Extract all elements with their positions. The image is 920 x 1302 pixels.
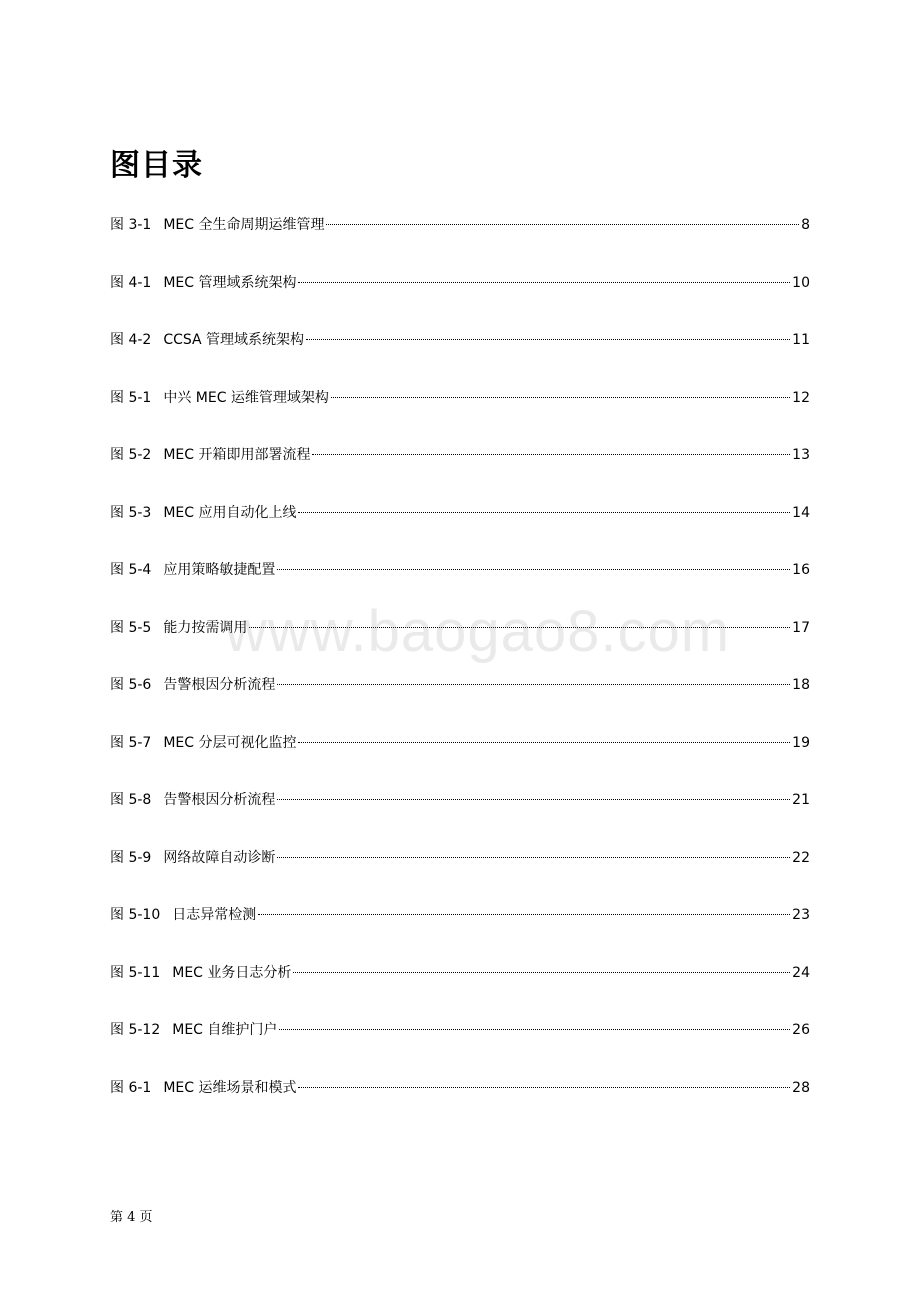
toc-entry[interactable]: [110, 961, 810, 1019]
toc-page-number: 13: [792, 447, 810, 463]
toc-dot-leader: [279, 1029, 790, 1030]
toc-page-number: 12: [792, 389, 810, 406]
toc-entry[interactable]: [110, 443, 810, 501]
toc-figure-title: 能力按需调用: [163, 619, 248, 636]
toc-entry[interactable]: [110, 386, 810, 444]
toc-figure-title: 告警根因分析流程: [163, 677, 276, 693]
toc-figure-title: MEC 全生命周期运维管理: [163, 217, 325, 233]
toc-figure-number: 图 5-1: [110, 389, 152, 406]
toc-figure-title: MEC 自维护门户: [172, 1022, 278, 1038]
toc-figure-number: 图 5-8: [110, 792, 152, 808]
toc-figure-number: 图 6-1: [110, 1079, 152, 1096]
toc-entry[interactable]: [110, 846, 810, 904]
toc-dot-leader: [298, 1087, 790, 1088]
toc-figure-title: MEC 分层可视化监控: [163, 734, 297, 751]
toc-figure-number: 图 5-4: [110, 562, 152, 578]
toc-dot-leader: [298, 282, 790, 283]
toc-page-number: 24: [792, 964, 810, 981]
toc-figure-title: MEC 开箱即用部署流程: [163, 447, 311, 463]
toc-entry[interactable]: [110, 213, 810, 271]
page-title: 图目录: [110, 148, 203, 183]
toc-figure-number: 图 5-9: [110, 849, 152, 866]
toc-figure-title: 中兴 MEC 运维管理域架构: [163, 389, 329, 406]
toc-dot-leader: [258, 914, 790, 915]
toc-page-number: 8: [801, 217, 810, 233]
toc-dot-leader: [277, 799, 790, 800]
toc-dot-leader: [326, 224, 799, 225]
toc-dot-leader: [277, 569, 790, 570]
toc-entry[interactable]: [110, 271, 810, 329]
toc-dot-leader: [277, 684, 790, 685]
toc-entry[interactable]: [110, 558, 810, 616]
toc-page-number: 11: [792, 332, 810, 348]
toc-page-number: 28: [792, 1079, 810, 1096]
toc-dot-leader: [249, 627, 790, 628]
toc-figure-number: 图 4-1: [110, 274, 152, 291]
toc-figure-title: 网络故障自动诊断: [163, 849, 276, 866]
toc-entry[interactable]: [110, 731, 810, 789]
toc-page-number: 19: [792, 734, 810, 751]
toc-figure-number: 图 5-11: [110, 964, 161, 981]
toc-dot-leader: [277, 857, 790, 858]
toc-figure-title: 告警根因分析流程: [163, 792, 276, 808]
toc-page-number: 17: [792, 619, 810, 636]
toc-dot-leader: [298, 742, 790, 743]
toc-dot-leader: [293, 972, 790, 973]
toc-figure-number: 图 5-7: [110, 734, 152, 751]
toc-figure-title: MEC 业务日志分析: [172, 964, 292, 981]
toc-figure-title: CCSA 管理域系统架构: [163, 332, 305, 348]
toc-figure-number: 图 5-5: [110, 619, 152, 636]
toc-figure-title: MEC 应用自动化上线: [163, 504, 297, 521]
toc-page-number: 22: [792, 849, 810, 866]
figure-toc-list: [110, 213, 810, 1133]
watermark-text: www.baogao8.com: [225, 599, 731, 664]
toc-page-number: 21: [792, 792, 810, 808]
toc-page-number: 10: [792, 274, 810, 291]
toc-entry[interactable]: [110, 501, 810, 559]
toc-dot-leader: [312, 454, 790, 455]
toc-figure-title: 应用策略敏捷配置: [163, 562, 276, 578]
toc-page-number: 18: [792, 677, 810, 693]
toc-figure-number: 图 5-6: [110, 677, 152, 693]
toc-figure-number: 图 5-3: [110, 504, 152, 521]
toc-entry[interactable]: [110, 903, 810, 961]
toc-entry[interactable]: [110, 788, 810, 846]
toc-figure-number: 图 5-2: [110, 447, 152, 463]
toc-figure-title: MEC 运维场景和模式: [163, 1079, 297, 1096]
toc-entry[interactable]: [110, 328, 810, 386]
toc-dot-leader: [298, 512, 790, 513]
toc-page-number: 23: [792, 907, 810, 923]
toc-figure-number: 图 5-12: [110, 1022, 161, 1038]
toc-figure-title: 日志异常检测: [172, 907, 257, 923]
toc-page-number: 16: [792, 562, 810, 578]
toc-figure-title: MEC 管理域系统架构: [163, 274, 297, 291]
toc-page-number: 14: [792, 504, 810, 521]
toc-dot-leader: [306, 339, 790, 340]
page-number-footer: 第 4 页: [110, 1210, 153, 1225]
toc-figure-number: 图 5-10: [110, 907, 161, 923]
toc-dot-leader: [331, 397, 790, 398]
toc-entry[interactable]: [110, 1018, 810, 1076]
toc-entry[interactable]: [110, 1076, 810, 1134]
toc-entry[interactable]: [110, 673, 810, 731]
toc-entry[interactable]: [110, 616, 810, 674]
toc-page-number: 26: [792, 1022, 810, 1038]
toc-figure-number: 图 3-1: [110, 217, 152, 233]
toc-figure-number: 图 4-2: [110, 332, 152, 348]
